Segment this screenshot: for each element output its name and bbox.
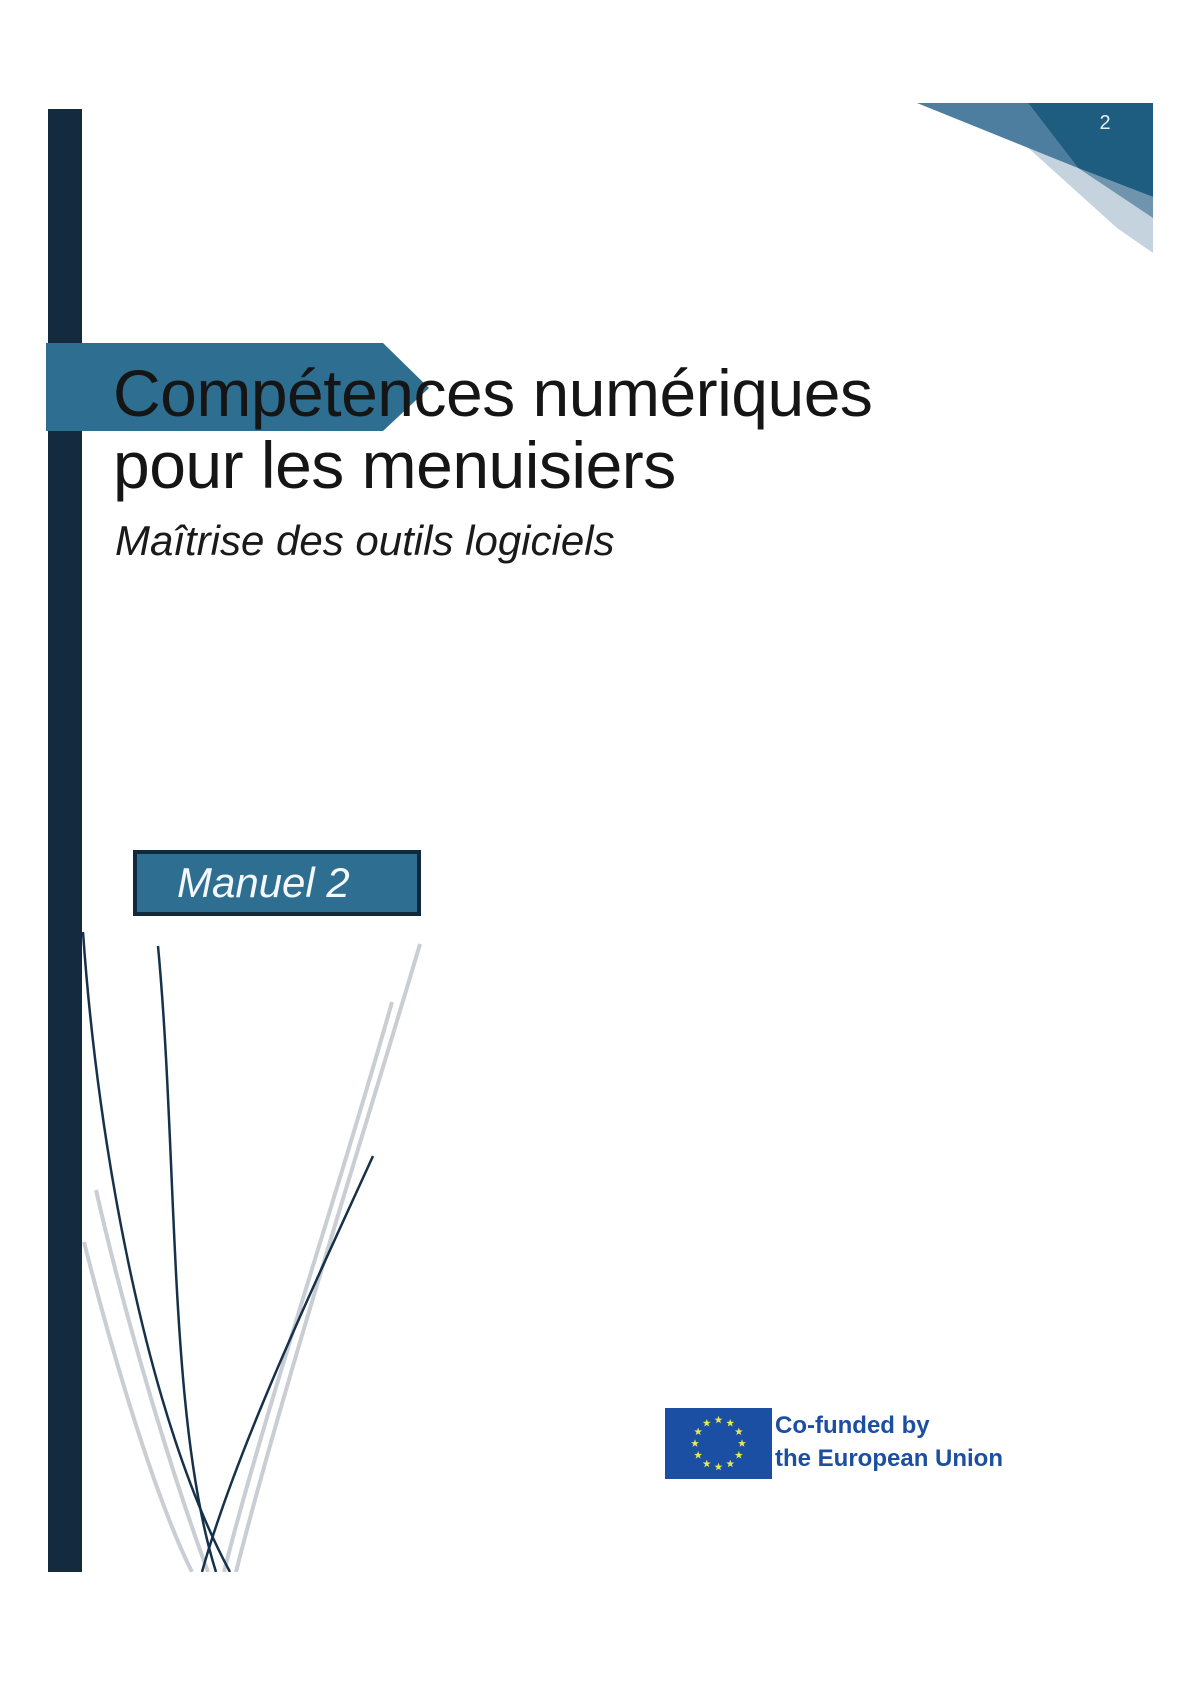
swirl-navy-lines: [83, 932, 373, 1572]
eu-funding-line-2: the European Union: [775, 1445, 1003, 1472]
page-number: 2: [1099, 112, 1111, 134]
title-line-1: Compétences numériques: [113, 356, 873, 430]
swirl-line: [202, 1156, 373, 1572]
swirl-line: [84, 1242, 192, 1572]
swirl-decoration: [40, 860, 440, 1572]
eu-funding-text: [775, 1409, 1003, 1475]
page-subtitle: Maîtrise des outils logiciels: [115, 517, 615, 564]
swirl-line: [236, 944, 420, 1572]
eu-flag-icon: [660, 1406, 777, 1481]
title-line-2: pour les menuisiers: [113, 428, 676, 502]
page-title: [113, 357, 872, 501]
manual-badge-label: Manuel 2: [177, 859, 350, 906]
swirl-gray-lines: [84, 944, 420, 1572]
swirl-line: [224, 1002, 392, 1572]
swirl-line: [83, 932, 230, 1572]
eu-cofunded-logo: [660, 1406, 1040, 1486]
eu-funding-line-1: Co-funded by: [775, 1412, 930, 1439]
swirl-line: [96, 1190, 208, 1572]
